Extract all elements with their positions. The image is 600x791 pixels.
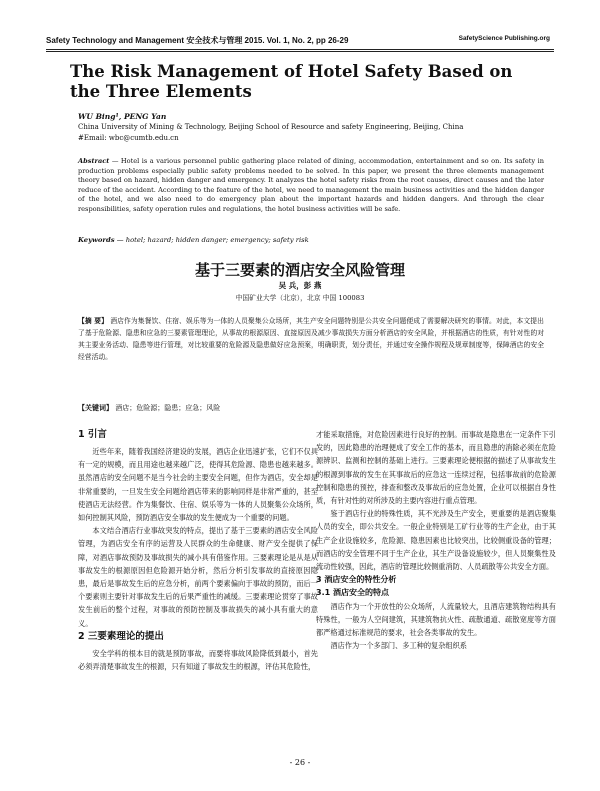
keywords-label-en: Keywords — [78, 236, 115, 244]
section-heading-hotel-safety: 3 酒店安全的特性分析 — [316, 575, 397, 585]
paragraph: 安全学科的根本目的就是预防事故，而要将事故风险降低到最小，首先必须弄清楚事故发生的根源，只有知道了事故发生的根源，评估其危险性， — [78, 648, 318, 672]
paper-title-en: The Risk Management of Hotel Safety Based on the Three Elements — [70, 62, 513, 101]
paragraph: 鉴于酒店行业的特殊性质，其不光涉及生产安全，更重要的是酒店聚集人员的安全，即公共安全。一般企业特别是工矿行业等的生产企业，由于其生产企业设施较多，危险源、隐患因素也比较突出，比较侧重设备的管理；而酒店的安全管理不同于生产企业，其生产设备设施较少，但人员聚集性及流动性较强，因此，酒店的管理比较侧重消防、人员疏散等公共安全方面。 — [316, 509, 556, 572]
section-heading-theory: 2 三要素理论的提出 — [78, 630, 164, 642]
authors-en: WU Bing¹, PENG Yan — [78, 112, 167, 121]
abstract-label-en: Abstract — [78, 157, 110, 165]
keywords-label-cn: 【关键词】 — [78, 404, 113, 412]
email-en: #Email: wbc@cumtb.edu.cn — [78, 134, 179, 142]
keywords-cn — [78, 403, 220, 413]
subsection-heading-features: 3.1 酒店安全的特点 — [316, 588, 389, 598]
body-column-left — [78, 428, 318, 673]
page-number: - 26 - — [289, 758, 311, 767]
paragraph: 酒店作为一个开放性的公众场所，人流量较大，且酒店建筑物结构具有特殊性，一般为人空间建筑，其建筑物抗火性、疏散通道、疏散宽度等方面都严格通过标准规范的要求，社会各类事故的发生。 — [316, 601, 556, 638]
authors-cn: 吴 兵，彭 燕 — [278, 281, 322, 290]
paper-title-cn: 基于三要素的酒店安全风险管理 — [194, 261, 405, 279]
keywords-text-en: — hotel; hazard; hidden danger; emergency; safety risk — [116, 236, 309, 244]
body-column-right — [316, 428, 556, 652]
publisher-logo: SafetyScience Publishing.org — [458, 35, 550, 42]
abstract-text-cn: 酒店作为集餐饮、住宿、娱乐等为一体的人员聚集公众场所，其生产安全问题特别是公共安全问题便成了需要解决研究的事情。对此，本文提出了基于危险源、隐患和应急的三要素管理理论，从事故的根源原因、直接原因及减少事故损失方面分析酒店的安全风险，并根据酒店的性质，有针对性的对其主要业务活动、隐患等进行管理，对比较重要的危险源及隐患做好应急预案，明确职责，划分责任，并通过安全操作规程及规章制度等，保障酒店的安全经营活动。 — [78, 317, 544, 361]
keywords-text-cn: 酒店；危险源；隐患；应急；风险 — [115, 404, 221, 412]
abstract-cn — [78, 315, 544, 363]
paragraph: 才能采取措施，对危险因素进行良好的控制。而事故是隐患在一定条件下引发的，因此隐患的治理便成了安全工作的基本，而且隐患的消除必须在危险源辨识、监测和控制的基础上进行。三要素理论便根据的描述了从事故发生的根源到事故的发生在其事故后的应急这一连续过程，包括事故前的危险源控制和隐患的预控，排查和整改及事故后的应急处置，企业可以根据自身性质，有针对性的对所涉及的主要内容进行重点管理。 — [316, 430, 556, 506]
paragraph: 近些年来，随着我国经济建设的发展，酒店企业迅速扩张，它们不仅具有一定的规模，而且用途也越来越广泛，使得其危险源、隐患也越来越多。虽然酒店的安全问题不是当今社会的主要安全问题，但作为酒店，安全却是非常重要的，一旦发生安全问题给酒店带来的影响同样是非常严重的，甚至使酒店无法经营。作为集餐饮、住宿、娱乐等为一体的人员聚集公众场所，如何控制其风险，预防酒店安全事故的发生便成为一个重要的问题。 — [78, 447, 318, 523]
paragraph: 本文结合酒店行业事故突发的特点，提出了基于三要素的酒店安全风险管理，为酒店安全有序的运营及人民群众的生命健康、财产安全提供了保障，对酒店事故预防及事故损失的减小具有借鉴作用。三要素理论是从是从事故发生的根源原因但危险源开始分析，然后分析引发事故的直接原因隐患，最后是事故发生后的应急分析，前两个要素偏向于事故的预防，而后一个要素则主要针对事故发生后的后果严重性的减缓。三要素理论贯穿了事故发生前后的整个过程，对事故的预防控制及事故损失的减小具有重大的意义。 — [78, 526, 318, 628]
paragraph: 酒店作为一个多部门、多工种的复杂组织系 — [330, 641, 467, 651]
affiliation-en: China University of Mining & Technology, Beijing School of Resource and safety Engineering, Beijing, China — [78, 123, 464, 131]
abstract-label-cn: 【摘 要】 — [78, 317, 108, 325]
abstract-en — [78, 157, 544, 215]
header-rule-thin — [46, 51, 554, 52]
journal-header: Safety Technology and Management 安全技术与管理 2015. Vol. 1, No. 2, pp 26-29 — [46, 36, 349, 45]
abstract-text-en: — Hotel is a various personnel public gathering place related of dining, accommodation, entertainment and so on. Its safety in production problems especially public safety problems needed to be solved. In this paper, we present the three elements management theory based on hazard, hidden danger and emergency. It analyzes the hotel safety risks from the root causes, direct causes and the later reduce of the accident. According to the feature of the hotel, we need to management the main business activities and the hidden danger of the hotel, and we also need to do emergency plan about the important hazards and hidden dangers. And through the clear responsibilities, safety operation rules and regulations, the hotel business activities will be safe. — [78, 157, 544, 213]
affiliation-cn: 中国矿业大学（北京），北京 中国 100083 — [235, 294, 365, 302]
header-rule — [46, 49, 554, 50]
keywords-en — [78, 236, 309, 244]
section-heading-intro: 1 引言 — [78, 429, 107, 440]
